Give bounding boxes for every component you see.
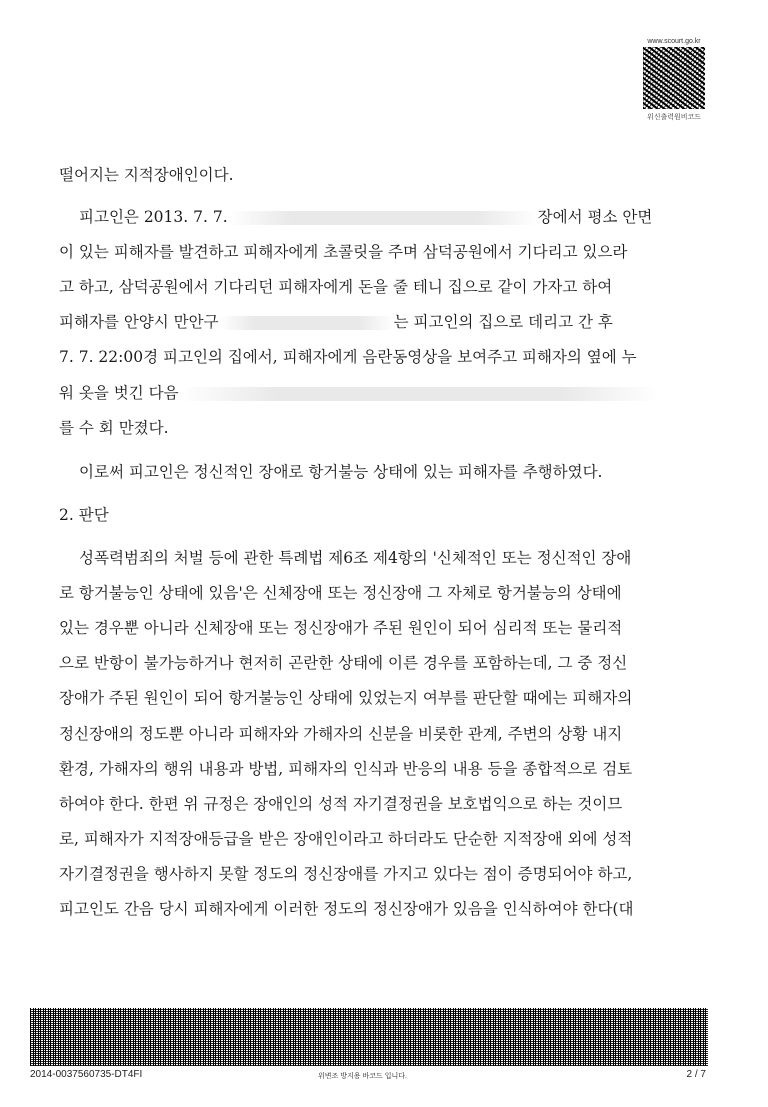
text-line — [79, 207, 652, 227]
text-segment: 워 옷을 벗긴 다음 — [59, 384, 179, 402]
text-line: 장애가 주된 원인이 되어 항거불능인 상태에 있었는지 여부를 판단할 때에는 피해자의 — [59, 689, 633, 707]
qr-caption: 위신출력원비코드 — [646, 114, 702, 121]
text-line: 를 수 회 만졌다. — [59, 419, 169, 437]
text-line: 로, 피해자가 지적장애등급을 받은 장애인이라고 하더라도 단순한 지적장애 외에 성적 — [59, 830, 633, 848]
court-url: www.scourt.go.kr — [647, 38, 701, 45]
text-line — [59, 383, 659, 403]
text-line: 이 있는 피해자를 발견하고 피해자에게 초콜릿을 주며 삼덕공원에서 기다리고 있으라 — [59, 243, 628, 261]
text-line: 떨어지는 지적장애인이다. — [59, 166, 234, 184]
text-segment: 장에서 평소 안면 — [537, 208, 653, 226]
text-line: 고 하고, 삼덕공원에서 기다리던 피해자에게 돈을 줄 테니 집으로 같이 가자고 하여 — [59, 278, 613, 296]
redaction-blur — [219, 316, 394, 330]
redaction-blur — [228, 211, 538, 225]
text-line: 으로 반항이 불가능하거나 현저히 곤란한 상태에 이른 경우를 포함하는데, 그 중 정신 — [59, 654, 628, 672]
verification-qr — [640, 38, 708, 122]
section-heading: 2. 판단 — [59, 506, 109, 524]
text-line: 하여야 한다. 한편 위 규정은 장애인의 성적 자기결정권을 보호법익으로 하는 것이므 — [59, 795, 623, 813]
page-number: 2 / 7 — [686, 1069, 706, 1080]
text-line: 피고인도 간음 당시 피해자에게 이러한 정도의 정신장애가 있음을 인식하여야 한다(대 — [59, 900, 634, 918]
text-line: 성폭력범죄의 처벌 등에 관한 특례법 제6조 제4항의 '신체적인 또는 정신적인 장애 — [79, 549, 632, 567]
barcode-note: 위변조 방지용 바코드 입니다. — [318, 1073, 407, 1080]
text-line: 정신장애의 정도뿐 아니라 피해자와 가해자의 신분을 비롯한 관계, 주변의 상황 내지 — [59, 725, 623, 743]
redaction-blur — [179, 387, 659, 401]
anti-forgery-barcode — [30, 1008, 708, 1066]
text-line: 7. 7. 22:00경 피고인의 집에서, 피해자에게 음란동영상을 보여주고 피해자의 옆에 누 — [59, 348, 637, 366]
text-segment: 는 피고인의 집으로 데리고 간 후 — [393, 313, 613, 331]
text-segment: 피해자를 안양시 만안구 — [59, 313, 219, 331]
document-id: 2014-0037560735-DT4FI — [30, 1069, 143, 1080]
text-line: 로 항거불능인 상태에 있음'은 신체장애 또는 정신장애 그 자체로 항거불능의 상태에 — [59, 584, 622, 602]
text-segment: 피고인은 2013. 7. 7. — [79, 208, 228, 226]
qr-code — [643, 47, 705, 109]
text-line — [59, 312, 613, 332]
text-line: 이로써 피고인은 정신적인 장애로 항거불능 상태에 있는 피해자를 추행하였다. — [79, 463, 603, 481]
text-line: 있는 경우뿐 아니라 신체장애 또는 정신장애가 주된 원인이 되어 심리적 또는 물리적 — [59, 619, 623, 637]
text-line: 환경, 가해자의 행위 내용과 방법, 피해자의 인식과 반응의 내용 등을 종합적으로 검토 — [59, 760, 633, 778]
text-line: 자기결정권을 행사하지 못할 정도의 정신장애를 가지고 있다는 점이 증명되어야 하고, — [59, 865, 633, 883]
